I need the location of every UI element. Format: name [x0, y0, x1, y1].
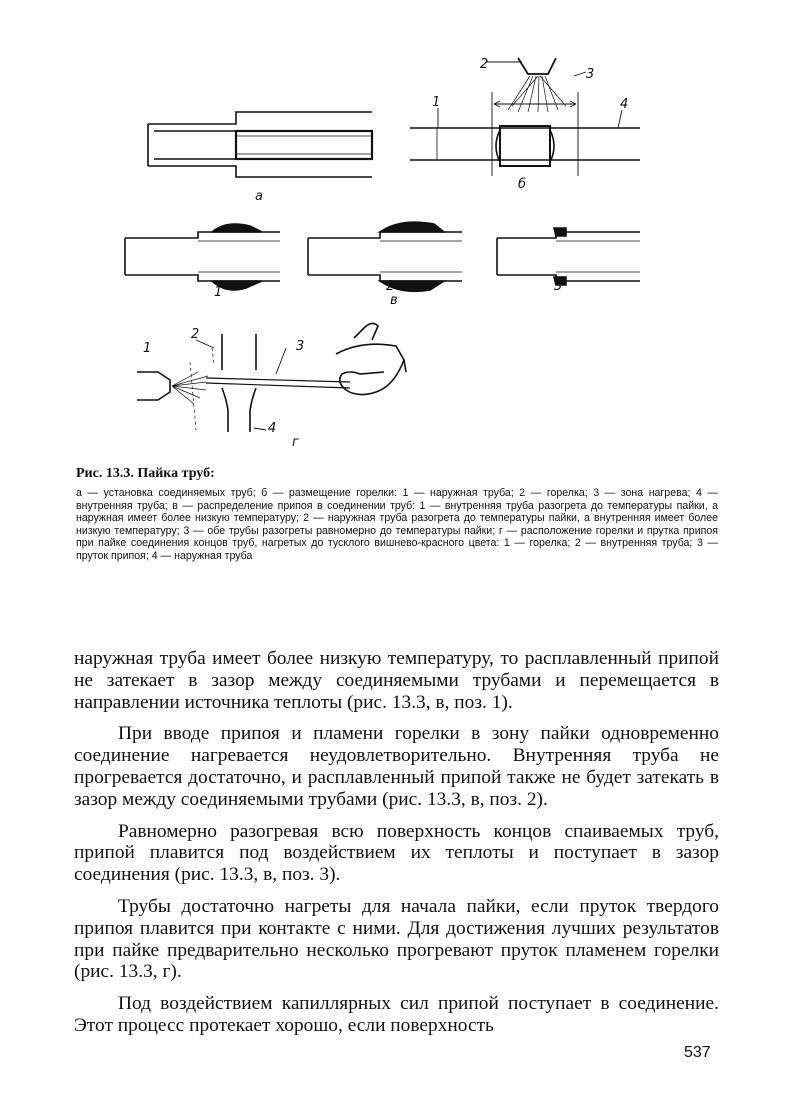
paragraph-5: Под воздействием капиллярных сил припой поступает в соединение. Этот процесс протекает хорошо, если поверхность	[74, 993, 719, 1036]
paragraph-3: Равномерно разогревая всю поверхность концов спаиваемых труб, припой плавится под воздействием их теплоты и поступает в зазор соединения (рис. 13.3, в, поз. 3).	[74, 820, 719, 886]
subfigure-b-label: б	[518, 177, 527, 192]
v-label-2: 2	[386, 279, 395, 294]
caption-text: а — установка соединяемых труб; б — размещение горелки: 1 — наружная труба; 2 — горелка; 3 — зона нагрева; 4 — внутренняя труба; в — распределение припоя в соединении труб: 1 — внутренняя труба разогрета до температуры пайки, а наружная имеет более низкую температуру; 2 — наружная труба разогрета до температуры пайки, а внутренняя имеет более низкую температуру; 3 — обе трубы разогреты равномерно до температуры пайки; г — расположение горелки и прутка припоя при пайке соединения концов труб, нагретых до тусклого вишнево-красного цвета: 1 — горелка; 2 — внутренняя труба; 3 — пруток припоя; 4 — наружная труба	[76, 487, 718, 562]
page-number: 537	[684, 1044, 711, 1061]
paragraph-2: При вводе припоя и пламени горелки в зону пайки одновременно соединение нагревается неудовлетворительно. Внутренняя труба не прогревается достаточно, и расплавленный припой также не будет затекать в зазор между соединяемыми трубами (рис. 13.3, в, поз. 2).	[74, 723, 719, 810]
subfigure-g-drawing	[137, 323, 406, 432]
paragraph-4: Трубы достаточно нагреты для начала пайки, если пруток твердого припоя плавится при контакте с ними. Для достижения лучших результатов при пайке предварительно несколько прогревают пруток пламенем горелки (рис. 13.3, г).	[74, 895, 719, 983]
caption-title: Рис. 13.3. Пайка труб:	[76, 466, 215, 481]
g-label-2: 2	[191, 327, 200, 342]
g-label-1: 1	[143, 341, 152, 356]
b-label-2: 2	[480, 57, 489, 72]
b-label-1: 1	[432, 95, 441, 110]
g-label-4: 4	[268, 421, 277, 436]
subfigure-v-label: в	[390, 293, 398, 308]
subfigure-v-drawing	[125, 222, 640, 291]
figure-13-3	[0, 0, 792, 470]
subfigure-b-drawing	[410, 58, 640, 176]
subfigure-g-label: г	[292, 435, 299, 450]
v-label-3: 3	[554, 279, 563, 294]
g-label-3: 3	[296, 339, 305, 354]
v-label-1: 1	[214, 285, 223, 300]
body-text	[74, 648, 719, 1037]
subfigure-a-label: а	[255, 189, 263, 204]
paragraph-1: наружная труба имеет более низкую температуру, то расплавленный припой не затекает в зазор между соединяемыми трубами и перемещается в направлении источника теплоты (рис. 13.3, в, поз. 1).	[74, 648, 719, 713]
b-label-4: 4	[620, 97, 629, 112]
b-label-3: 3	[586, 67, 595, 82]
subfigure-a-drawing	[148, 112, 372, 177]
